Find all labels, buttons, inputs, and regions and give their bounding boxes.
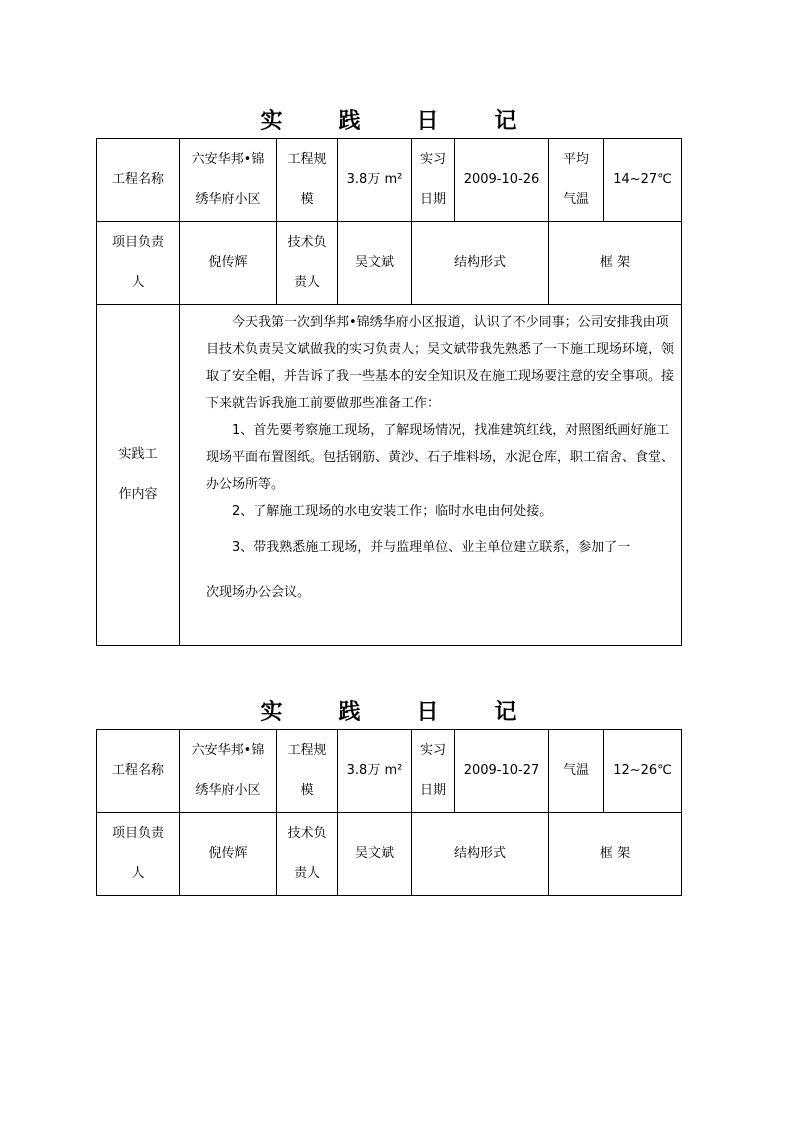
scale-value: 3.8万 m² <box>338 730 412 813</box>
title-char: 实 <box>260 700 283 725</box>
project-name-value: 六安华邦•锦 绣华府小区 <box>180 139 277 222</box>
manager-value: 倪传辉 <box>180 222 277 305</box>
date-value: 2009-10-27 <box>455 730 549 813</box>
diary-1-title <box>96 104 681 135</box>
work-content <box>180 305 682 646</box>
project-name-label: 工程名称 <box>97 139 180 222</box>
structure-value: 框 架 <box>549 813 682 896</box>
tech-label: 技术负 责人 <box>277 222 338 305</box>
structure-label: 结构形式 <box>412 222 549 305</box>
content-paragraph: 次现场办公会议。 <box>206 585 311 600</box>
title-char: 记 <box>494 700 517 725</box>
title-char: 践 <box>338 109 361 134</box>
manager-label: 项目负责 人 <box>97 222 180 305</box>
scale-label: 工程规 模 <box>277 730 338 813</box>
structure-value: 框 架 <box>549 222 682 305</box>
date-label: 实习 日期 <box>412 139 455 222</box>
manager-label: 项目负责 人 <box>97 813 180 896</box>
temp-label: 气温 <box>549 730 604 813</box>
project-name-value: 六安华邦•锦 绣华府小区 <box>180 730 277 813</box>
diary-2-table <box>96 729 682 896</box>
content-paragraph: 1、首先要考察施工现场，了解现场情况，找准建筑红线，对照图纸画好施工现场平面布置图纸。包括钢筋、黄沙、石子堆料场，水泥仓库，职工宿舍、食堂、办公场所等。 <box>206 423 675 492</box>
scale-value: 3.8万 m² <box>338 139 412 222</box>
project-name-label: 工程名称 <box>97 730 180 813</box>
title-char: 记 <box>494 109 517 134</box>
title-char: 日 <box>416 109 439 134</box>
date-label: 实习 日期 <box>412 730 455 813</box>
structure-label: 结构形式 <box>412 813 549 896</box>
content-paragraph: 今天我第一次到华邦•锦绣华府小区报道，认识了不少同事；公司安排我由项目技术负责吴文斌做我的实习负责人；吴文斌带我先熟悉了一下施工现场环境，领取了安全帽，并告诉了我一些基本的安全知识及在施工现场要注意的安全事项。接下来就告诉我施工前要做那些准备工作： <box>206 315 675 411</box>
temp-value: 14~27℃ <box>604 139 682 222</box>
title-char: 践 <box>338 700 361 725</box>
tech-value: 吴文斌 <box>338 813 412 896</box>
title-char: 日 <box>416 700 439 725</box>
temp-label: 平均 气温 <box>549 139 604 222</box>
tech-value: 吴文斌 <box>338 222 412 305</box>
date-value: 2009-10-26 <box>455 139 549 222</box>
diary-1-table <box>96 138 682 646</box>
title-char: 实 <box>260 109 283 134</box>
content-paragraph: 2、了解施工现场的水电安装工作；临时水电由何处接。 <box>232 504 553 519</box>
tech-label: 技术负 责人 <box>277 813 338 896</box>
temp-value: 12~26℃ <box>604 730 682 813</box>
content-paragraph: 3、带我熟悉施工现场，并与监理单位、业主单位建立联系，参加了一 <box>232 540 631 555</box>
diary-2-title <box>96 695 681 726</box>
content-label: 实践工 作内容 <box>97 305 180 646</box>
scale-label: 工程规 模 <box>277 139 338 222</box>
manager-value: 倪传辉 <box>180 813 277 896</box>
